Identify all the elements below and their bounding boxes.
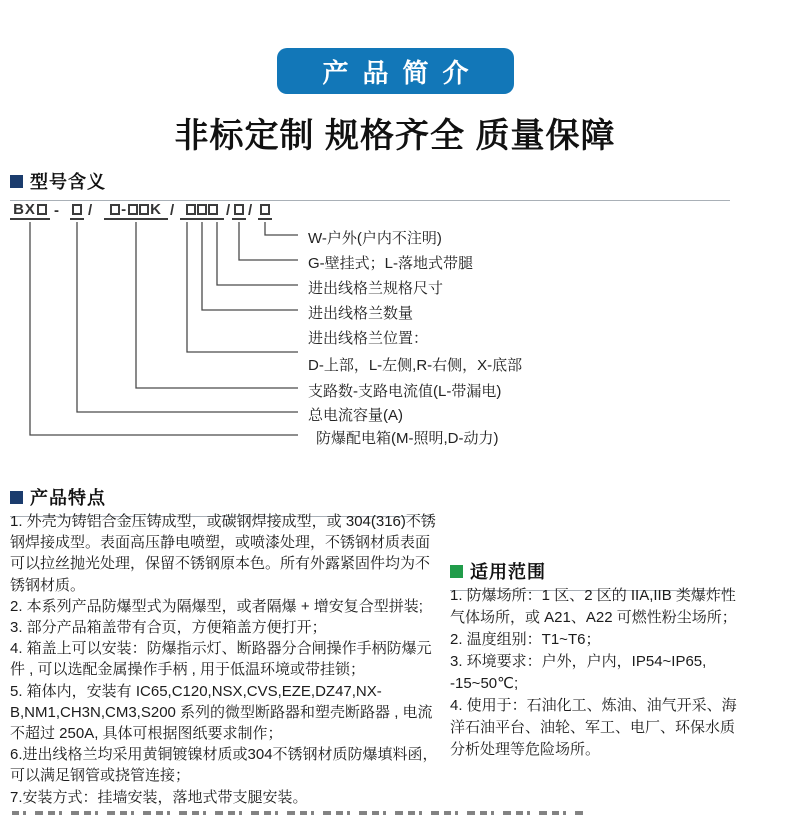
code-label-branch-current: 支路数-支路电流值(L-带漏电) [308, 383, 502, 400]
code-label-total-current: 总电流容量(A) [308, 407, 403, 424]
code-slash: / [88, 201, 93, 219]
code-label-position-codes: D-上部，L-左侧,R-右侧，X-底部 [308, 357, 523, 374]
code-slash: / [170, 201, 175, 219]
clipped-text-row [12, 810, 587, 815]
features-section-title: 产品特点 [30, 488, 106, 508]
code-label-mount: G-壁挂式；L-落地式带腿 [308, 255, 474, 272]
code-label-gland-count: 进出线格兰数量 [308, 305, 414, 322]
code-k-suffix: K [150, 200, 162, 218]
scope-item: 2. 温度组别：T1~T6； [450, 631, 601, 648]
code-dash: - [121, 200, 128, 218]
code-slash: / [248, 201, 253, 219]
square-bullet-icon [10, 491, 23, 504]
code-prefix: BX [13, 200, 36, 218]
feature-item: 3. 部分产品箱盖带有合页，方便箱盖方便打开； [10, 619, 327, 637]
feature-item: 1. 外壳为铸铝合金压铸成型，或碳钢焊接成型，或 304(316)不锈钢焊接成型。表面高压静电喷塑，或喷漆处理，不锈钢材质表面可以拉丝抛光处理，保留不锈钢原本色。所有外露紧固件均为不锈钢材质。 [10, 513, 436, 594]
code-label-gland-size: 进出线格兰规格尺寸 [308, 280, 444, 297]
scope-item: 1. 防爆场所：1 区、2 区的 IIA,IIB 类爆炸性气体场所，或 A21、A22 可燃性粉尘场所； [450, 587, 737, 626]
banner-title: 产品简介 [322, 57, 483, 88]
code-label-gland-position: 进出线格兰位置： [308, 330, 429, 347]
code-label-outdoor: W-户外(户内不注明) [308, 230, 442, 247]
scope-section-title: 适用范围 [470, 562, 546, 582]
feature-item: 4. 箱盖上可以安装：防爆指示灯、断路器分合闸操作手柄防爆元件 , 可以选配金属操作手柄 , 用于低温环境或带挂锁； [10, 640, 432, 679]
code-dash: - [54, 201, 59, 219]
headline: 非标定制 规格齐全 质量保障 [174, 117, 616, 155]
code-label-box-type: 防爆配电箱(M-照明,D-动力) [316, 430, 499, 447]
scope-item: 3. 环境要求：户外，户内，IP54~IP65, -15~50℃; [450, 653, 707, 692]
scope-list [450, 585, 742, 761]
model-section-title: 型号含义 [30, 172, 106, 192]
feature-item: 6.进出线格兰均采用黄铜镀镍材质或304不锈钢材质防爆填料函，可以满足钢管或挠管连接； [10, 746, 438, 785]
clipped-text-ink [12, 811, 587, 815]
feature-item: 2. 本系列产品防爆型式为隔爆型，或者隔爆 + 增安复合型拼装; [10, 597, 423, 615]
feature-item: 5. 箱体内，安装有 IC65,C120,NSX,CVS,EZE,DZ47,NX-B,NM1,CH3N,CM3,S200 系列的微型断路器和塑壳断路器 , 电流不超过 250A, 具体可根据图纸要求制作； [10, 682, 433, 743]
scope-item: 4. 使用于：石油化工、炼油、油气开采、海洋石油平台、油轮、军工、电厂、环保水质分析处理等危险场所。 [450, 697, 737, 758]
square-bullet-icon [450, 565, 463, 578]
code-slash: / [226, 201, 231, 219]
feature-item: 7.安装方式：挂墙安装，落地式带支腿安装。 [10, 788, 308, 806]
features-list [10, 511, 440, 808]
